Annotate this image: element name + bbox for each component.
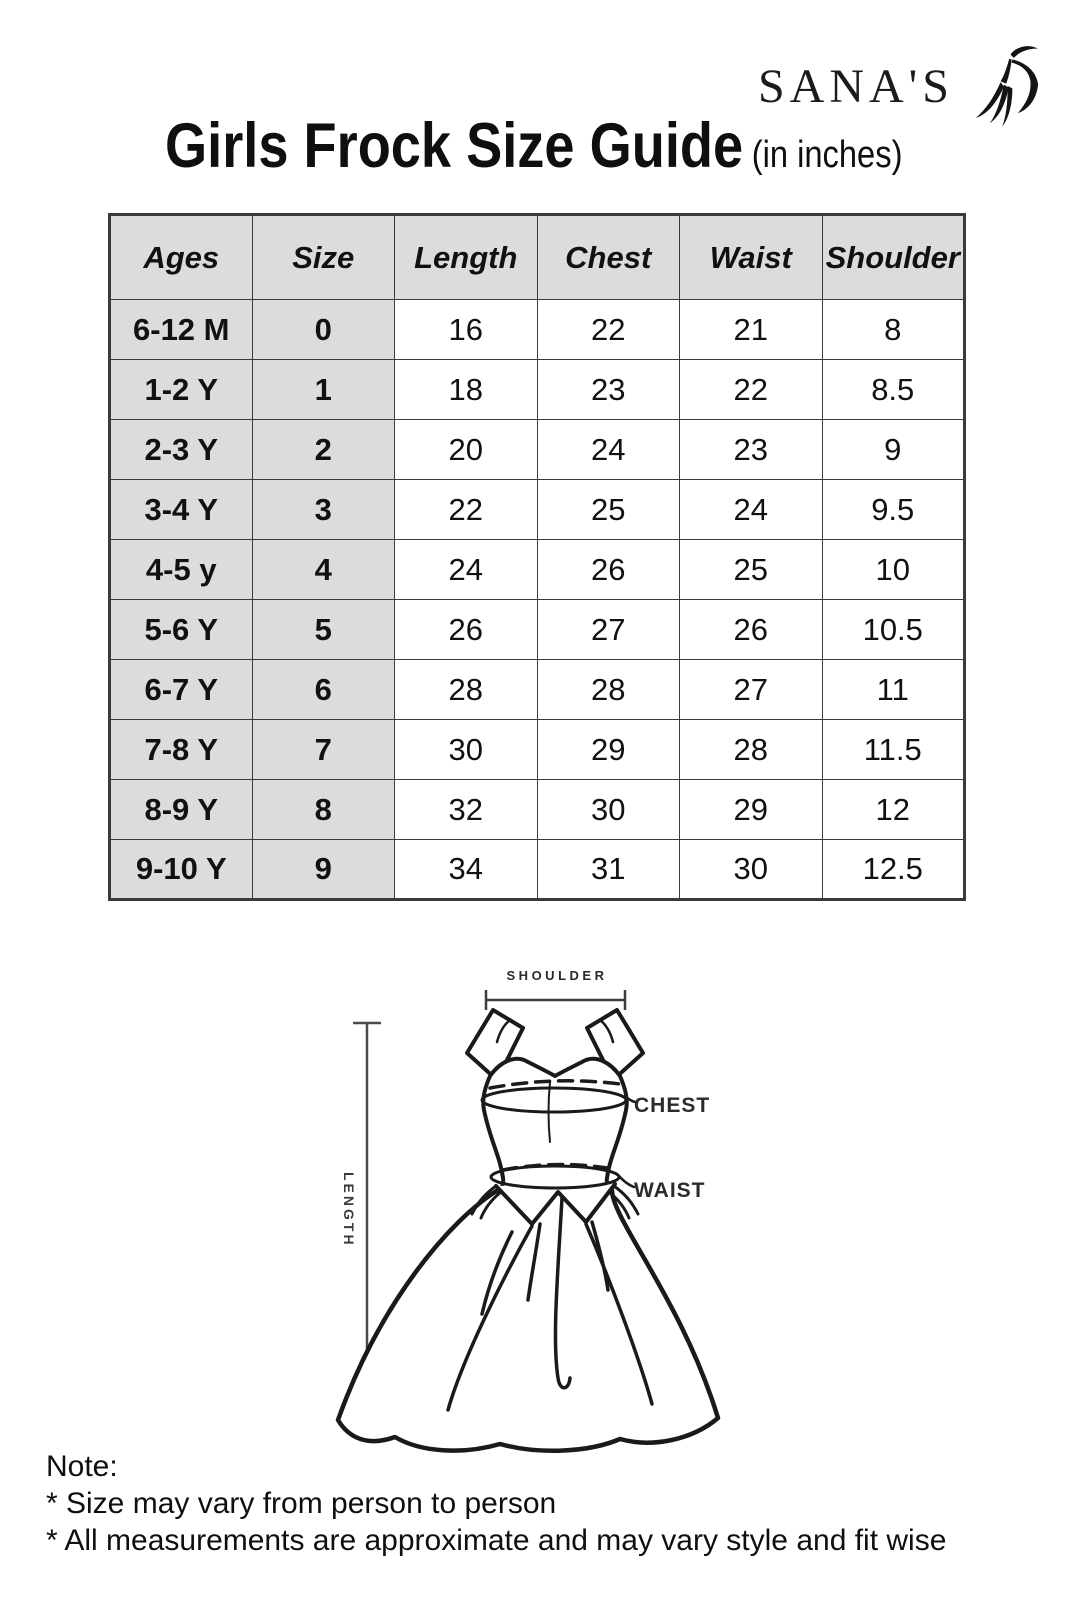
cell-chest: 23 — [537, 360, 680, 420]
table-row — [110, 360, 965, 420]
cell-waist: 24 — [680, 480, 823, 540]
waist-label: WAIST — [634, 1179, 706, 1202]
cell-size: 5 — [252, 600, 395, 660]
table-row — [110, 480, 965, 540]
table-row — [110, 720, 965, 780]
table-row — [110, 840, 965, 900]
cell-length: 18 — [395, 360, 538, 420]
cell-shoulder: 11 — [822, 660, 965, 720]
cell-chest: 24 — [537, 420, 680, 480]
cell-chest: 25 — [537, 480, 680, 540]
cell-size: 7 — [252, 720, 395, 780]
brand-name: SANA'S — [757, 59, 954, 113]
cell-ages: 8-9 Y — [110, 780, 253, 840]
cell-chest: 27 — [537, 600, 680, 660]
cell-shoulder: 9 — [822, 420, 965, 480]
cell-length: 26 — [395, 600, 538, 660]
cell-size: 4 — [252, 540, 395, 600]
table-row — [110, 780, 965, 840]
cell-ages: 1-2 Y — [110, 360, 253, 420]
cell-length: 28 — [395, 660, 538, 720]
cell-shoulder: 8.5 — [822, 360, 965, 420]
frock-illustration — [338, 1010, 718, 1451]
flowing-dress-lady-icon — [964, 38, 1042, 134]
header-waist: Waist — [680, 215, 823, 300]
cell-chest: 29 — [537, 720, 680, 780]
cell-ages: 5-6 Y — [110, 600, 253, 660]
cell-length: 16 — [395, 300, 538, 360]
cell-length: 30 — [395, 720, 538, 780]
cell-chest: 26 — [537, 540, 680, 600]
cell-shoulder: 12.5 — [822, 840, 965, 900]
cell-chest: 28 — [537, 660, 680, 720]
notes-section — [46, 1448, 946, 1559]
header-ages: Ages — [110, 215, 253, 300]
note-item: * All measurements are approximate and may vary style and fit wise — [46, 1524, 947, 1557]
cell-length: 24 — [395, 540, 538, 600]
cell-shoulder: 11.5 — [822, 720, 965, 780]
cell-shoulder: 9.5 — [822, 480, 965, 540]
shoulder-label: SHOULDER — [506, 968, 608, 983]
cell-waist: 26 — [680, 600, 823, 660]
cell-shoulder: 10.5 — [822, 600, 965, 660]
notes-heading: Note: — [46, 1450, 118, 1483]
cell-chest: 22 — [537, 300, 680, 360]
chest-label: CHEST — [634, 1094, 711, 1117]
table-row — [110, 420, 965, 480]
table-header-row — [110, 215, 965, 300]
cell-size: 1 — [252, 360, 395, 420]
cell-ages: 2-3 Y — [110, 420, 253, 480]
cell-ages: 6-7 Y — [110, 660, 253, 720]
length-label: LENGTH — [341, 1172, 357, 1248]
cell-waist: 21 — [680, 300, 823, 360]
page-title-main: Girls Frock Size Guide — [165, 111, 744, 181]
cell-waist: 30 — [680, 840, 823, 900]
cell-ages: 4-5 y — [110, 540, 253, 600]
cell-length: 20 — [395, 420, 538, 480]
table-row — [110, 540, 965, 600]
cell-chest: 31 — [537, 840, 680, 900]
cell-shoulder: 12 — [822, 780, 965, 840]
page-title — [165, 110, 902, 182]
header-size: Size — [252, 215, 395, 300]
header-shoulder: Shoulder — [822, 215, 965, 300]
cell-waist: 23 — [680, 420, 823, 480]
cell-size: 2 — [252, 420, 395, 480]
cell-size: 9 — [252, 840, 395, 900]
cell-size: 0 — [252, 300, 395, 360]
table-row — [110, 660, 965, 720]
shoulder-measure-line — [486, 990, 625, 1010]
cell-ages: 9-10 Y — [110, 840, 253, 900]
header-length: Length — [395, 215, 538, 300]
size-guide-diagram — [300, 940, 740, 1460]
cell-length: 22 — [395, 480, 538, 540]
table-row — [110, 300, 965, 360]
cell-size: 3 — [252, 480, 395, 540]
cell-waist: 22 — [680, 360, 823, 420]
cell-size: 6 — [252, 660, 395, 720]
table-row — [110, 600, 965, 660]
cell-ages: 3-4 Y — [110, 480, 253, 540]
cell-waist: 27 — [680, 660, 823, 720]
cell-ages: 6-12 M — [110, 300, 253, 360]
cell-ages: 7-8 Y — [110, 720, 253, 780]
cell-length: 32 — [395, 780, 538, 840]
cell-size: 8 — [252, 780, 395, 840]
cell-shoulder: 8 — [822, 300, 965, 360]
cell-waist: 25 — [680, 540, 823, 600]
cell-waist: 28 — [680, 720, 823, 780]
note-item: * Size may vary from person to person — [46, 1487, 557, 1520]
page-title-units: (in inches) — [751, 134, 903, 176]
cell-chest: 30 — [537, 780, 680, 840]
header-chest: Chest — [537, 215, 680, 300]
size-table — [108, 213, 966, 901]
cell-shoulder: 10 — [822, 540, 965, 600]
cell-waist: 29 — [680, 780, 823, 840]
cell-length: 34 — [395, 840, 538, 900]
